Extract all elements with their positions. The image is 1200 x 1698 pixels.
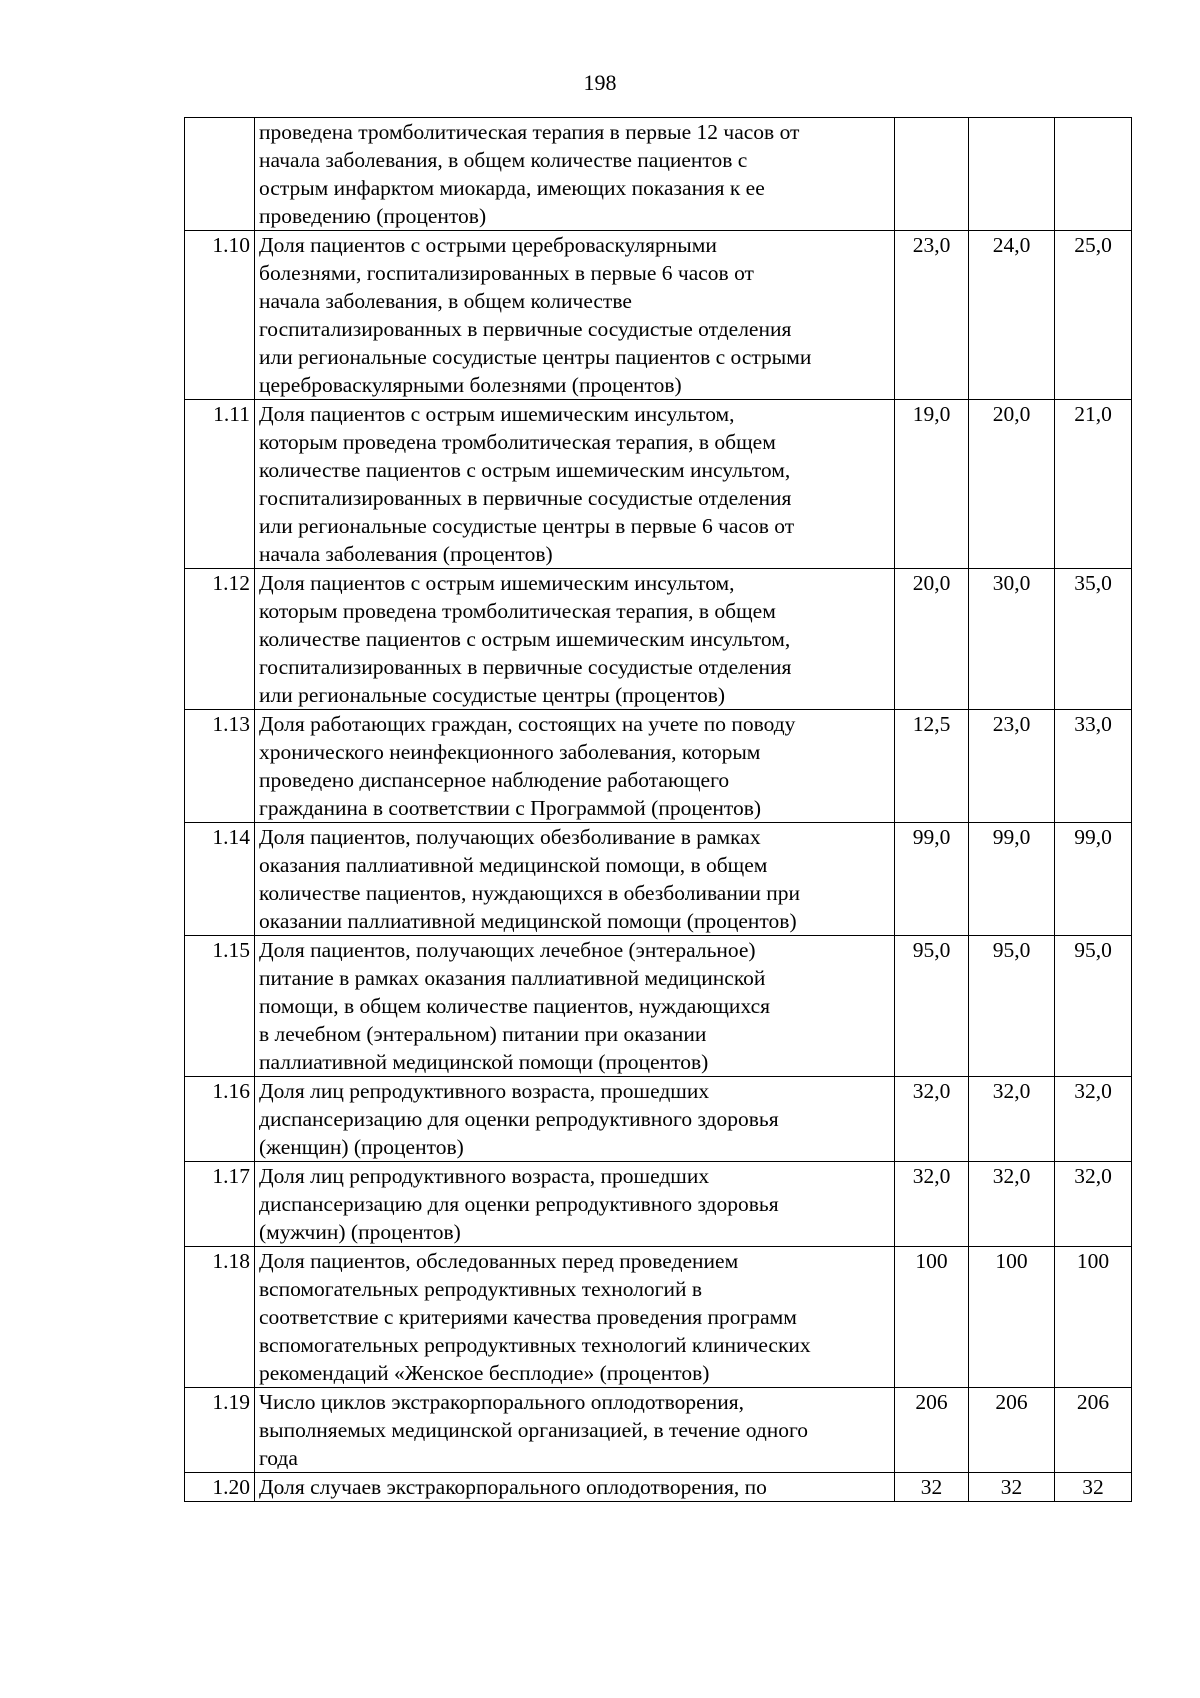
description-line: которым проведена тромболитическая терапия, в общем — [259, 599, 776, 623]
indicator-value-year-1: 95,0 — [895, 936, 969, 1077]
table-row — [185, 1473, 1132, 1502]
indicator-value-year-1: 20,0 — [895, 569, 969, 710]
indicator-value-year-3: 32 — [1055, 1473, 1132, 1502]
indicator-value-year-2: 32 — [969, 1473, 1055, 1502]
indicator-value-year-3: 33,0 — [1055, 710, 1132, 823]
indicator-value-year-2: 32,0 — [969, 1162, 1055, 1247]
indicator-value-year-3: 206 — [1055, 1388, 1132, 1473]
indicator-value-year-2: 100 — [969, 1247, 1055, 1388]
description-line: Доля пациентов с острыми цереброваскулярными — [259, 233, 717, 257]
description-line: (мужчин) (процентов) — [259, 1220, 461, 1244]
indicator-number: 1.15 — [185, 936, 255, 1077]
indicator-number: 1.14 — [185, 823, 255, 936]
description-line: питание в рамках оказания паллиативной медицинской — [259, 966, 766, 990]
indicator-number — [185, 118, 255, 231]
description-line: в лечебном (энтеральном) питании при оказании — [259, 1022, 707, 1046]
description-line: цереброваскулярными болезнями (процентов) — [259, 373, 682, 397]
description-line: начала заболевания, в общем количестве пациентов с — [259, 148, 748, 172]
table-row — [185, 1247, 1132, 1388]
table-row — [185, 710, 1132, 823]
indicator-value-year-3: 32,0 — [1055, 1077, 1132, 1162]
indicator-value-year-1: 99,0 — [895, 823, 969, 936]
indicator-value-year-3: 32,0 — [1055, 1162, 1132, 1247]
indicator-value-year-2: 24,0 — [969, 231, 1055, 400]
indicator-description — [255, 400, 895, 569]
description-line: рекомендаций «Женское бесплодие» (процентов) — [259, 1361, 710, 1385]
description-line: Доля пациентов с острым ишемическим инсультом, — [259, 402, 735, 426]
indicator-value-year-1: 100 — [895, 1247, 969, 1388]
description-line: или региональные сосудистые центры пациентов с острыми — [259, 345, 812, 369]
indicator-value-year-2: 95,0 — [969, 936, 1055, 1077]
indicator-description — [255, 710, 895, 823]
description-line: Доля случаев экстракорпорального оплодотворения, по — [259, 1475, 767, 1499]
description-line: хронического неинфекционного заболевания, которым — [259, 740, 761, 764]
indicator-number: 1.16 — [185, 1077, 255, 1162]
description-line: Доля пациентов с острым ишемическим инсультом, — [259, 571, 735, 595]
table-row — [185, 1077, 1132, 1162]
description-line: начала заболевания (процентов) — [259, 542, 553, 566]
indicator-value-year-2: 23,0 — [969, 710, 1055, 823]
table-row — [185, 400, 1132, 569]
indicator-value-year-1: 23,0 — [895, 231, 969, 400]
description-line: количестве пациентов с острым ишемическим инсультом, — [259, 458, 791, 482]
indicator-value-year-3: 21,0 — [1055, 400, 1132, 569]
indicator-number: 1.10 — [185, 231, 255, 400]
indicator-description — [255, 231, 895, 400]
description-line: болезнями, госпитализированных в первые 6 часов от — [259, 261, 754, 285]
indicator-value-year-1: 32,0 — [895, 1162, 969, 1247]
indicator-value-year-1: 32 — [895, 1473, 969, 1502]
indicator-value-year-1 — [895, 118, 969, 231]
description-line: гражданина в соответствии с Программой (процентов) — [259, 796, 762, 820]
indicator-description — [255, 823, 895, 936]
description-line: Доля пациентов, получающих обезболивание в рамках — [259, 825, 761, 849]
description-line: которым проведена тромболитическая терапия, в общем — [259, 430, 776, 454]
indicator-number: 1.17 — [185, 1162, 255, 1247]
indicator-description — [255, 1473, 895, 1502]
description-line: оказания паллиативной медицинской помощи, в общем — [259, 853, 768, 877]
indicator-description — [255, 1077, 895, 1162]
description-line: Доля пациентов, обследованных перед проведением — [259, 1249, 739, 1273]
description-line: года — [259, 1446, 298, 1470]
indicator-description — [255, 1388, 895, 1473]
indicator-value-year-3: 35,0 — [1055, 569, 1132, 710]
description-line: госпитализированных в первичные сосудистые отделения — [259, 486, 792, 510]
indicator-value-year-1: 19,0 — [895, 400, 969, 569]
table-row — [185, 936, 1132, 1077]
indicator-number: 1.11 — [185, 400, 255, 569]
indicator-value-year-3: 100 — [1055, 1247, 1132, 1388]
description-line: проведена тромболитическая терапия в первые 12 часов от — [259, 120, 800, 144]
description-line: соответствие с критериями качества проведения программ — [259, 1305, 797, 1329]
indicator-value-year-2: 99,0 — [969, 823, 1055, 936]
indicator-description — [255, 1247, 895, 1388]
indicator-number: 1.12 — [185, 569, 255, 710]
description-line: начала заболевания, в общем количестве — [259, 289, 632, 313]
table-row — [185, 569, 1132, 710]
description-line: госпитализированных в первичные сосудистые отделения — [259, 317, 792, 341]
description-line: диспансеризацию для оценки репродуктивного здоровья — [259, 1192, 779, 1216]
indicator-value-year-3: 25,0 — [1055, 231, 1132, 400]
table-row — [185, 118, 1132, 231]
description-line: госпитализированных в первичные сосудистые отделения — [259, 655, 792, 679]
indicator-number: 1.19 — [185, 1388, 255, 1473]
indicator-value-year-3 — [1055, 118, 1132, 231]
indicator-value-year-2: 20,0 — [969, 400, 1055, 569]
table-row — [185, 1162, 1132, 1247]
description-line: количестве пациентов, нуждающихся в обезболивании при — [259, 881, 801, 905]
indicator-description — [255, 569, 895, 710]
indicator-value-year-1: 206 — [895, 1388, 969, 1473]
description-line: оказании паллиативной медицинской помощи (процентов) — [259, 909, 797, 933]
table-row — [185, 1388, 1132, 1473]
indicator-value-year-1: 12,5 — [895, 710, 969, 823]
table-row — [185, 823, 1132, 936]
description-line: острым инфарктом миокарда, имеющих показания к ее — [259, 176, 765, 200]
description-line: или региональные сосудистые центры в первые 6 часов от — [259, 514, 795, 538]
indicator-description — [255, 936, 895, 1077]
indicator-number: 1.13 — [185, 710, 255, 823]
description-line: Доля лиц репродуктивного возраста, прошедших — [259, 1079, 710, 1103]
description-line: Доля работающих граждан, состоящих на учете по поводу — [259, 712, 796, 736]
description-line: Доля лиц репродуктивного возраста, прошедших — [259, 1164, 710, 1188]
description-line: проведено диспансерное наблюдение работающего — [259, 768, 730, 792]
description-line: проведению (процентов) — [259, 204, 487, 228]
description-line: или региональные сосудистые центры (процентов) — [259, 683, 726, 707]
indicator-value-year-3: 99,0 — [1055, 823, 1132, 936]
indicator-value-year-2: 206 — [969, 1388, 1055, 1473]
indicator-value-year-2: 32,0 — [969, 1077, 1055, 1162]
description-line: паллиативной медицинской помощи (процентов) — [259, 1050, 709, 1074]
description-line: количестве пациентов с острым ишемическим инсультом, — [259, 627, 791, 651]
description-line: Доля пациентов, получающих лечебное (энтеральное) — [259, 938, 756, 962]
indicator-value-year-2 — [969, 118, 1055, 231]
indicator-description — [255, 1162, 895, 1247]
indicator-number: 1.18 — [185, 1247, 255, 1388]
description-line: вспомогательных репродуктивных технологий в — [259, 1277, 702, 1301]
description-line: (женщин) (процентов) — [259, 1135, 464, 1159]
table-row — [185, 231, 1132, 400]
description-line: Число циклов экстракорпорального оплодотворения, — [259, 1390, 744, 1414]
indicator-number: 1.20 — [185, 1473, 255, 1502]
description-line: диспансеризацию для оценки репродуктивного здоровья — [259, 1107, 779, 1131]
description-line: помощи, в общем количестве пациентов, нуждающихся — [259, 994, 771, 1018]
indicator-description — [255, 118, 895, 231]
indicator-value-year-3: 95,0 — [1055, 936, 1132, 1077]
indicators-table — [184, 117, 1132, 1502]
page-number: 198 — [583, 70, 617, 95]
description-line: вспомогательных репродуктивных технологий клинических — [259, 1333, 811, 1357]
indicator-value-year-2: 30,0 — [969, 569, 1055, 710]
indicator-value-year-1: 32,0 — [895, 1077, 969, 1162]
description-line: выполняемых медицинской организацией, в течение одного — [259, 1418, 809, 1442]
indicators-table-body — [185, 118, 1132, 1502]
